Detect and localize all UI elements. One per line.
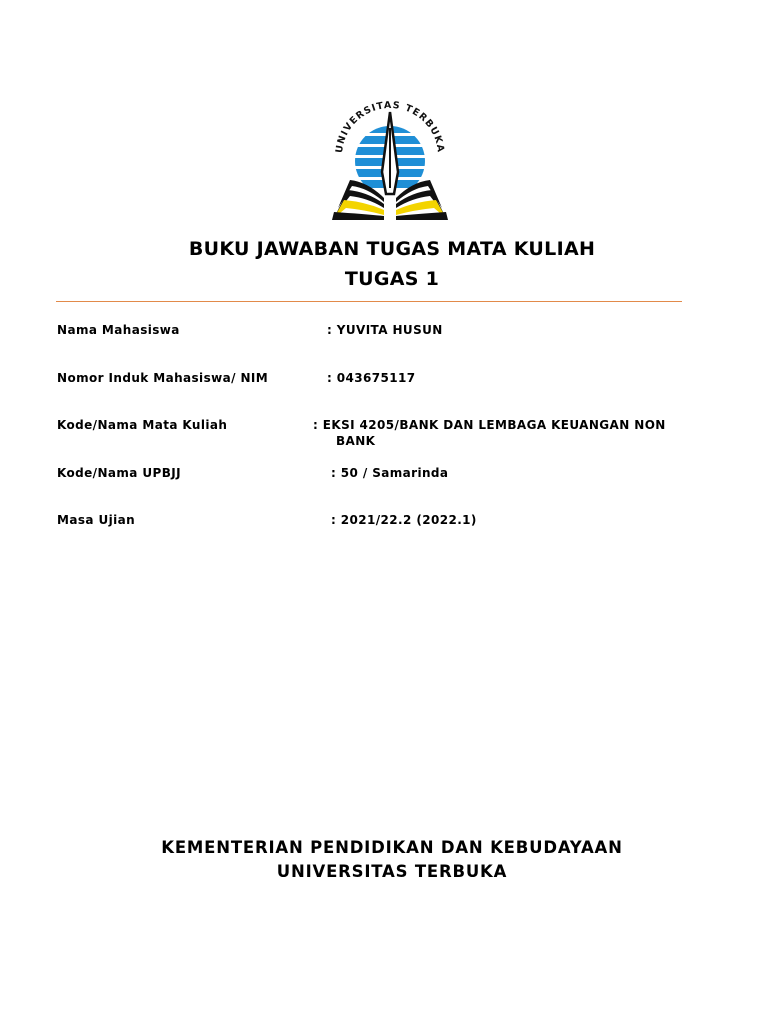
document-subtitle: TUGAS 1 [344,268,440,290]
field-value-continued: BANK [336,434,376,448]
footer-university: UNIVERSITAS TERBUKA [276,862,508,881]
document-title: BUKU JAWABAN TUGAS MATA KULIAH [188,238,596,260]
university-logo-emblem [328,98,452,220]
field-value: : YUVITA HUSUN [327,323,443,337]
header-divider [56,301,682,302]
field-value: : EKSI 4205/BANK DAN LEMBAGA KEUANGAN NON [313,418,666,432]
field-label: Kode/Nama UPBJJ [57,466,181,480]
field-value: : 50 / Samarinda [331,466,449,480]
field-label: Masa Ujian [57,513,136,527]
logo-arc-text: UNIVERSITAS TERBUKA [333,99,447,154]
footer-ministry: KEMENTERIAN PENDIDIKAN DAN KEBUDAYAAN [161,838,623,857]
field-value: : 2021/22.2 (2022.1) [331,513,477,527]
field-label: Kode/Nama Mata Kuliah [57,418,228,432]
field-label: Nama Mahasiswa [57,323,180,337]
field-label: Nomor Induk Mahasiswa/ NIM [57,371,269,385]
field-value: : 043675117 [327,371,416,385]
university-logo [328,98,452,220]
